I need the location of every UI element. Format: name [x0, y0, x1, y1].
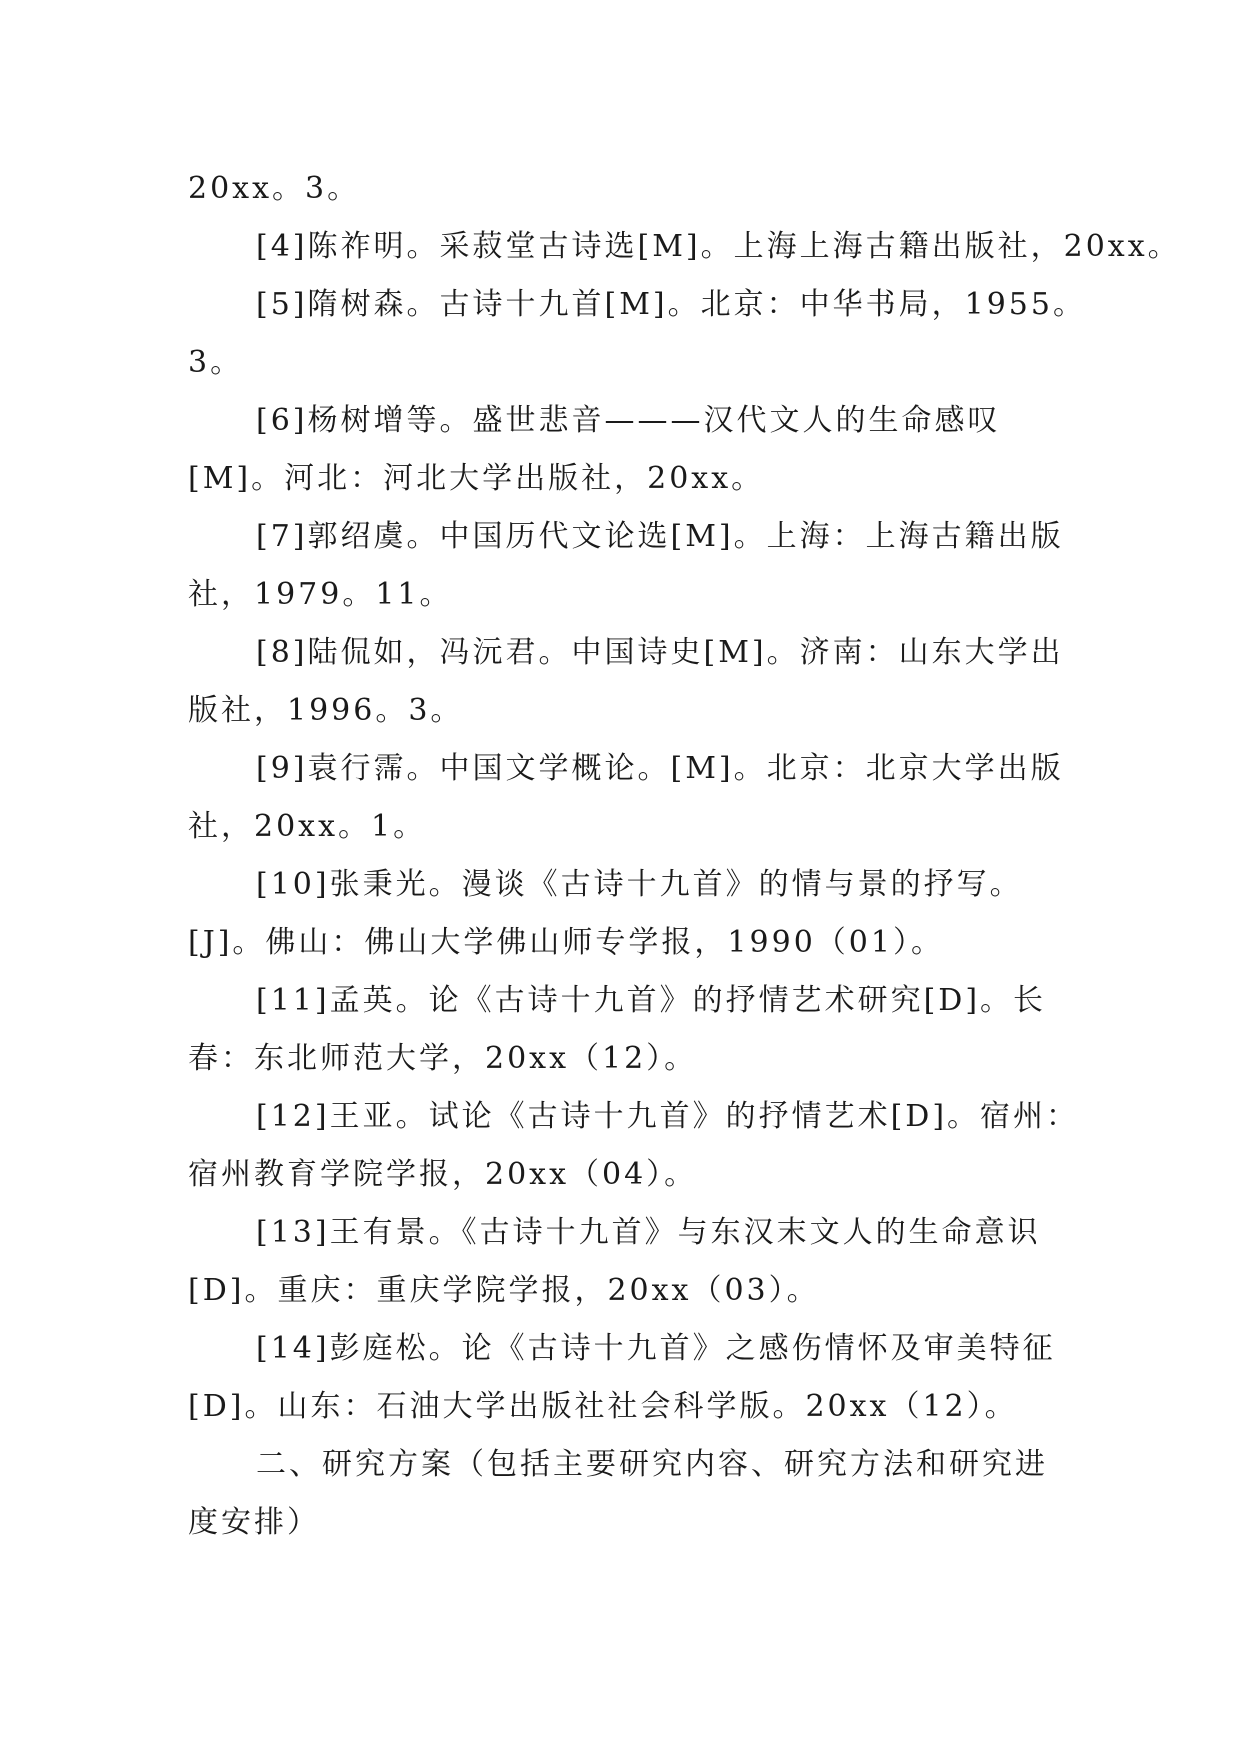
text-line: [J]。佛山：佛山大学佛山师专学报，1990（01）。 [188, 925, 944, 960]
text-line: 宿州教育学院学报，20xx（04）。 [188, 1157, 698, 1192]
text-line: 20xx。3。 [188, 171, 361, 206]
document-page [188, 160, 1181, 1552]
reference-item: [13]王有景。《古诗十九首》与东汉末文人的生命意识 [256, 1215, 1041, 1250]
text-line: 3。 [188, 345, 244, 380]
reference-item: [5]隋树森。古诗十九首[M]。北京：中华书局，1955。 [256, 287, 1086, 322]
text-line: [D]。重庆：重庆学院学报，20xx（03）。 [188, 1273, 820, 1308]
reference-item: [6]杨树增等。盛世悲音———汉代文人的生命感叹 [256, 403, 1001, 438]
text-line: 社，1979。11。 [188, 577, 453, 612]
reference-item: [12]王亚。试论《古诗十九首》的抒情艺术[D]。宿州： [256, 1099, 1080, 1134]
reference-item: [4]陈祚明。采菽堂古诗选[M]。上海上海古籍出版社，20xx。 [256, 229, 1181, 264]
reference-item: [9]袁行霈。中国文学概论。[M]。北京：北京大学出版 [256, 751, 1064, 786]
section-heading: 二、研究方案（包括主要研究内容、研究方法和研究进 [256, 1447, 1048, 1482]
text-line: [M]。河北：河北大学出版社，20xx。 [188, 461, 765, 496]
reference-item: [14]彭庭松。论《古诗十九首》之感伤情怀及审美特征 [256, 1331, 1056, 1366]
text-line: 春：东北师范大学，20xx（12）。 [188, 1041, 698, 1076]
reference-item: [7]郭绍虞。中国历代文论选[M]。上海：上海古籍出版 [256, 519, 1064, 554]
section-heading-continuation: 度安排） [188, 1505, 320, 1540]
text-line: 社，20xx。1。 [188, 809, 427, 844]
text-line: [D]。山东：石油大学出版社社会科学版。20xx（12）。 [188, 1389, 1018, 1424]
reference-item: [11]孟英。论《古诗十九首》的抒情艺术研究[D]。长 [256, 983, 1047, 1018]
text-line: 版社，1996。3。 [188, 693, 464, 728]
reference-item: [10]张秉光。漫谈《古诗十九首》的情与景的抒写。 [256, 867, 1023, 902]
reference-item: [8]陆侃如，冯沅君。中国诗史[M]。济南：山东大学出 [256, 635, 1064, 670]
